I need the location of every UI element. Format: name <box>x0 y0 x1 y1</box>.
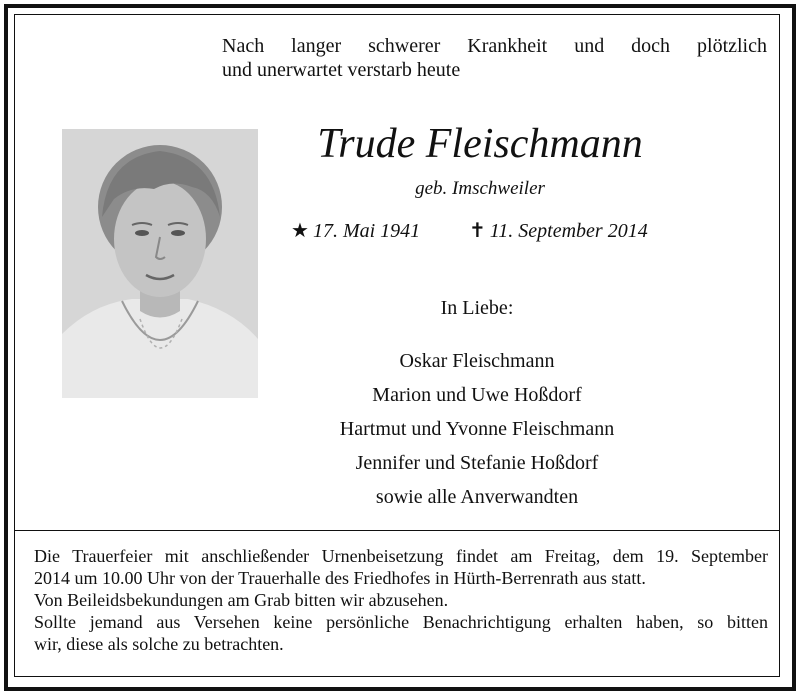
birth-date <box>291 218 420 243</box>
star-icon: ★ <box>291 220 309 242</box>
cross-icon: ✝ <box>469 220 486 242</box>
death-date <box>469 218 648 243</box>
mourner-name: Jennifer und Stefanie Hoßdorf <box>355 452 599 474</box>
intro-line-2: und unerwartet verstarb heute <box>222 59 461 81</box>
maiden-name: geb. Imschweiler <box>415 178 545 199</box>
notice-line: Die Trauerfeier mit anschließender Urnenbeisetzung findet am Freitag, dem 19. September <box>34 546 768 566</box>
intro-text <box>222 34 767 82</box>
mourner-name: Oskar Fleischmann <box>399 350 555 372</box>
mourner-name: sowie alle Anverwandten <box>375 486 579 508</box>
mourners-list <box>277 344 677 514</box>
intro-line-1: Nach langer schwerer Krankheit und doch plötzlich <box>222 35 767 57</box>
birth-date-text: 17. Mai 1941 <box>312 220 421 242</box>
portrait-photo <box>62 129 258 398</box>
mourner-name: Hartmut und Yvonne Fleischmann <box>339 418 615 440</box>
deceased-name: Trude Fleischmann <box>317 121 643 167</box>
mourner-name: Marion und Uwe Hoßdorf <box>372 384 582 406</box>
section-divider <box>14 530 780 531</box>
death-date-text: 11. September 2014 <box>489 220 648 242</box>
mourners-heading: In Liebe: <box>440 297 514 319</box>
funeral-notice <box>34 545 768 655</box>
notice-line: Von Beileidsbekundungen am Grab bitten wir abzusehen. <box>34 590 449 610</box>
notice-line: 2014 um 10.00 Uhr von der Trauerhalle des Friedhofes in Hürth-Berrenrath aus statt. <box>34 568 646 588</box>
notice-line: Sollte jemand aus Versehen keine persönliche Benachrichtigung erhalten haben, so bitten <box>34 612 768 632</box>
notice-line: wir, diese als solche zu betrachten. <box>34 634 284 654</box>
